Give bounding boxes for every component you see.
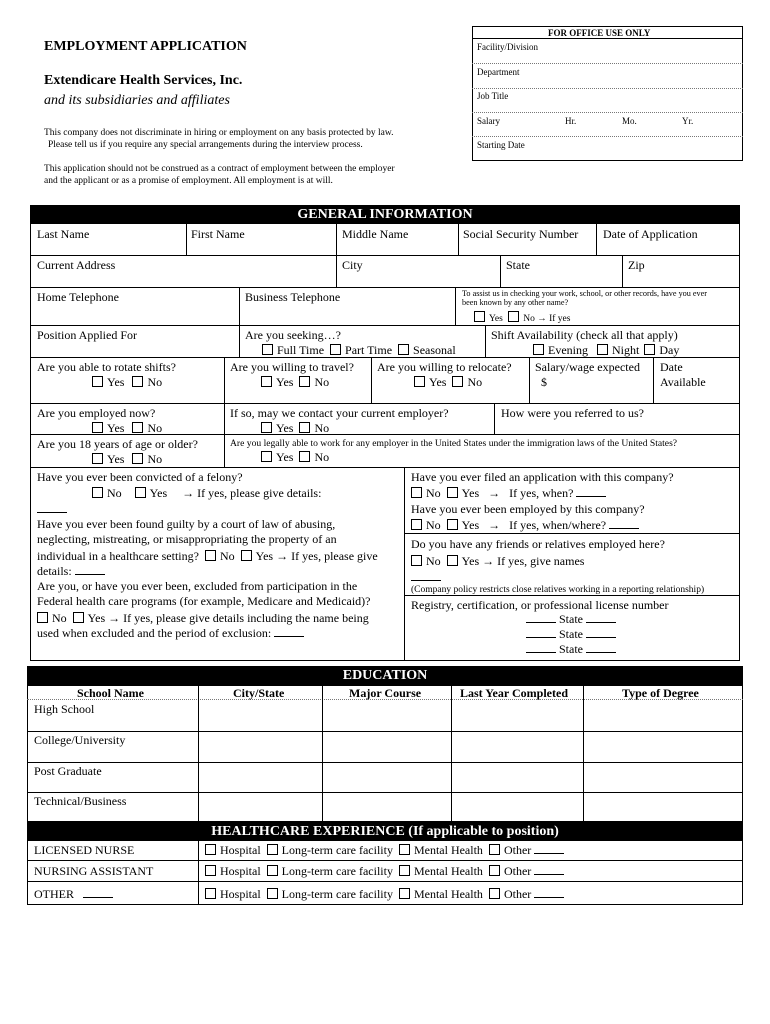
rotate-yes-label: Yes [107,375,125,389]
relocate-options [414,375,482,389]
day-label: Day [659,343,680,357]
employed-yes-checkbox[interactable] [92,422,103,433]
ln-hospital-checkbox[interactable] [205,844,216,855]
company-name: Extendicare Health Services, Inc. [44,73,243,88]
ot-hospital-label: Hospital [220,887,261,901]
salary-yr-label: Yr. [682,116,694,126]
ot-hospital-checkbox[interactable] [205,888,216,899]
facility-label: Facility/Division [477,42,539,52]
seeking-options [262,343,456,357]
filed-when-label: If yes, when? [509,486,574,500]
felony-yes-label: Yes [149,486,168,500]
na-ltc-label: Long-term care facility [281,864,393,878]
healthcare-options-licensed-nurse [205,843,564,857]
relocate-yes-checkbox[interactable] [414,376,425,387]
rotate-shifts-question: Are you able to rotate shifts? [37,360,176,374]
ln-other-checkbox[interactable] [489,844,500,855]
employed-no-checkbox[interactable] [132,422,143,433]
ln-ltc-label: Long-term care facility [281,843,393,857]
healthcare-row-licensed-nurse: LICENSED NURSE [34,843,135,857]
license-state-3-label: State [559,642,583,656]
employed-no-label: No [147,421,163,435]
relatives-options [411,554,584,568]
education-col-type-degree: Type of Degree [622,686,699,700]
employed-by-company-question: Have you ever been employed by this company? [411,502,645,516]
company-subtitle: and its subsidiaries and affiliates [44,93,230,108]
license-state-2-label: State [559,627,583,641]
education-row-post-graduate: Post Graduate [34,764,102,778]
relatives-policy-note: (Company policy restricts close relatives working in a reporting relationship) [411,585,705,595]
excluded-no-checkbox[interactable] [37,612,48,623]
date-of-application-label: Date of Application [603,227,698,241]
abuse-question-3a: individual in a healthcare setting? [37,549,199,563]
legal-work-question: Are you legally able to work for any employer in the United States under the immigration laws of the United States? [230,438,678,449]
filed-yes-label: Yes [461,486,480,500]
abuse-question-1: Have you ever been found guilty by a court of law of abusing, [37,517,336,531]
felony-yes-checkbox[interactable] [135,487,146,498]
filed-yes-checkbox[interactable] [447,487,458,498]
employed-by-yes-checkbox[interactable] [447,519,458,530]
general-info-heading: GENERAL INFORMATION [30,205,740,223]
contact-employer-question: If so, may we contact your current employer? [230,406,449,420]
relocate-no-checkbox[interactable] [452,376,463,387]
seeking-question: Are you seeking…? [245,328,341,342]
excluded-question-3 [37,611,369,625]
na-hospital-label: Hospital [220,864,261,878]
age-yes-label: Yes [107,452,125,466]
full-time-label: Full Time [277,343,325,357]
na-ltc-checkbox[interactable] [267,865,278,876]
na-mental-health-label: Mental Health [413,864,483,878]
part-time-label: Part Time [345,343,393,357]
excluded-question-2: Federal health care programs (for example, Medicare and Medicaid)? [37,594,371,608]
license-number-1-blank[interactable] [526,612,556,623]
felony-details-blank[interactable] [37,512,67,513]
employed-now-question: Are you employed now? [37,406,156,420]
last-name-label: Last Name [37,227,90,241]
salary-dollar-sign: $ [541,375,547,389]
relocate-no-label: No [467,375,483,389]
relatives-yes-label: Yes → If yes, give names [461,554,585,568]
business-telephone-label: Business Telephone [245,290,341,304]
employed-by-when-label: If yes, when/where? [509,518,607,532]
contact-no-label: No [314,421,330,435]
excluded-question-4: used when excluded and the period of exclusion: [37,626,272,640]
ssn-label: Social Security Number [463,227,579,241]
ln-other-label: Other [503,843,532,857]
contact-no-checkbox[interactable] [299,422,310,433]
education-col-last-year: Last Year Completed [460,686,568,700]
travel-no-label: No [314,375,330,389]
other-name-question: To assist us in checking your work, school, or other records, have you ever [462,289,707,298]
license-state-1-blank[interactable] [586,612,616,623]
felony-question: Have you ever been convicted of a felony? [37,470,243,484]
filed-application-question: Have you ever filed an application with this company? [411,470,674,484]
felony-no-checkbox[interactable] [92,487,103,498]
filed-application-options [411,486,606,500]
employed-now-options [92,421,162,435]
first-name-label: First Name [191,227,245,241]
relatives-no-checkbox[interactable] [411,555,422,566]
relocate-question: Are you willing to relocate? [377,360,512,374]
salary-expected-label: Salary/wage expected [535,360,640,374]
license-state-2-blank[interactable] [586,627,616,638]
na-other-label: Other [503,864,532,878]
job-title-label: Job Title [477,91,509,101]
ot-other-blank[interactable] [534,887,564,898]
travel-options [261,375,329,389]
travel-yes-checkbox[interactable] [261,376,272,387]
relatives-names-blank[interactable] [411,580,441,581]
part-time-checkbox[interactable] [330,344,341,355]
education-row-technical: Technical/Business [34,794,127,808]
employed-by-arrow: → [488,518,501,532]
education-col-city-state: City/State [233,686,285,700]
license-row-1 [526,612,616,626]
education-row-high-school: High School [34,702,95,716]
na-hospital-checkbox[interactable] [205,865,216,876]
other-name-question-2: been known by any other name? [462,298,569,307]
healthcare-heading: HEALTHCARE EXPERIENCE (If applicable to position) [27,822,743,840]
date-available-label-2: Available [660,375,706,389]
abuse-no-checkbox[interactable] [205,550,216,561]
shift-availability-label: Shift Availability (check all that apply) [491,328,678,342]
current-address-label: Current Address [37,258,116,272]
contract-line-2: and the applicant or as a promise of employment. All employment is at will. [44,176,333,186]
license-number-3-blank[interactable] [526,642,556,653]
na-mental-health-checkbox[interactable] [399,865,410,876]
relatives-question: Do you have any friends or relatives employed here? [411,537,665,551]
office-use-heading: FOR OFFICE USE ONLY [548,28,651,38]
na-other-blank[interactable] [534,864,564,875]
abuse-yes-label: Yes → If yes, please give [255,549,378,563]
other-name-no-label: No → If yes [523,314,571,324]
ln-mental-health-label: Mental Health [413,843,483,857]
excluded-yes-checkbox[interactable] [73,612,84,623]
filed-no-label: No [426,486,441,500]
ot-other-label: Other [503,887,532,901]
contact-yes-checkbox[interactable] [261,422,272,433]
nondiscrimination-line-1: This company does not discriminate in hiring or employment on any basis protected by law. [44,128,394,138]
na-other-checkbox[interactable] [489,865,500,876]
license-number-2-blank[interactable] [526,627,556,638]
excluded-yes-label: Yes → If yes, please give details including the name being [87,611,369,625]
relocate-yes-label: Yes [429,375,447,389]
healthcare-options-nursing-assistant [205,864,564,878]
legal-yes-label: Yes [276,450,294,464]
travel-yes-label: Yes [276,375,294,389]
employed-by-no-checkbox[interactable] [411,519,422,530]
evening-label: Evening [548,343,588,357]
referred-question: How were you referred to us? [501,406,644,420]
filed-no-checkbox[interactable] [411,487,422,498]
relatives-yes-checkbox[interactable] [447,555,458,566]
shift-options [533,343,679,357]
age-no-label: No [147,452,163,466]
age-no-checkbox[interactable] [132,453,143,464]
education-table [27,685,743,822]
healthcare-row-nursing-assistant: NURSING ASSISTANT [34,864,154,878]
healthcare-other-type-blank[interactable] [83,887,113,898]
abuse-details-label: details: [37,564,72,578]
abuse-details-blank[interactable] [75,564,105,575]
legal-yes-checkbox[interactable] [261,451,272,462]
age-options [92,452,162,466]
filed-when-blank[interactable] [576,486,606,497]
employed-yes-label: Yes [107,421,125,435]
travel-no-checkbox[interactable] [299,376,310,387]
ot-ltc-label: Long-term care facility [281,887,393,901]
abuse-details [37,564,105,578]
seasonal-label: Seasonal [413,343,456,357]
starting-date-label: Starting Date [477,140,525,150]
education-col-major-course: Major Course [349,686,422,700]
ln-ltc-checkbox[interactable] [267,844,278,855]
employed-by-when-blank[interactable] [609,518,639,529]
seasonal-checkbox[interactable] [398,344,409,355]
ot-other-checkbox[interactable] [489,888,500,899]
rotate-yes-checkbox[interactable] [92,376,103,387]
license-row-3 [526,642,616,656]
rotate-options [92,375,162,389]
healthcare-row-other [34,887,113,901]
healthcare-options-other [205,887,564,901]
ln-hospital-label: Hospital [220,843,261,857]
contact-employer-options [261,421,329,435]
age-yes-checkbox[interactable] [92,453,103,464]
other-name-yes-label: Yes [489,314,503,324]
ot-mental-health-checkbox[interactable] [399,888,410,899]
license-row-2 [526,627,616,641]
abuse-yes-checkbox[interactable] [241,550,252,561]
full-time-checkbox[interactable] [262,344,273,355]
other-name-yes-checkbox[interactable] [474,311,485,322]
abuse-question-2: neglecting, mistreating, or misappropriating the property of an [37,532,337,546]
salary-mo-label: Mo. [622,116,637,126]
education-col-school-name: School Name [77,686,144,700]
form-title: EMPLOYMENT APPLICATION [44,39,247,54]
zip-label: Zip [628,258,645,272]
employed-by-no-label: No [426,518,441,532]
excluded-no-label: No [52,611,67,625]
home-telephone-label: Home Telephone [37,290,119,304]
employed-by-company-options [411,518,639,532]
filed-arrow: → [488,486,501,500]
travel-question: Are you willing to travel? [230,360,354,374]
employed-by-yes-label: Yes [461,518,480,532]
date-available-label-1: Date [660,360,683,374]
other-name-no-checkbox[interactable] [508,311,519,322]
salary-label: Salary [477,116,500,126]
felony-details-label: → If yes, please give details: [182,486,322,500]
license-state-1-label: State [559,612,583,626]
department-label: Department [477,67,520,77]
night-checkbox[interactable] [597,344,608,355]
license-number-question: Registry, certification, or professional license number [411,598,669,612]
felony-options [92,486,321,500]
license-state-3-blank[interactable] [586,642,616,653]
felony-no-label: No [107,486,122,500]
contract-line-1: This application should not be construed as a contract of employment between the employer [44,164,395,174]
nondiscrimination-line-2: Please tell us if you require any special arrangements during the interview process. [48,140,363,150]
ln-mental-health-checkbox[interactable] [399,844,410,855]
ot-ltc-checkbox[interactable] [267,888,278,899]
position-applied-label: Position Applied For [37,328,138,342]
excluded-details-blank[interactable] [274,626,304,637]
ot-mental-health-label: Mental Health [413,887,483,901]
rotate-no-checkbox[interactable] [132,376,143,387]
evening-checkbox[interactable] [533,344,544,355]
city-label: City [342,258,363,272]
abuse-no-label: No [219,549,235,563]
legal-no-label: No [314,450,330,464]
education-heading: EDUCATION [27,666,743,685]
day-checkbox[interactable] [644,344,655,355]
state-label: State [506,258,530,272]
salary-hr-label: Hr. [565,116,577,126]
rotate-no-label: No [147,375,163,389]
legal-work-options [261,450,329,464]
contact-yes-label: Yes [276,421,294,435]
excluded-details [37,626,304,640]
legal-no-checkbox[interactable] [299,451,310,462]
age-question: Are you 18 years of age or older? [37,437,198,451]
other-name-options [474,311,570,325]
middle-name-label: Middle Name [342,227,409,241]
ln-other-blank[interactable] [534,843,564,854]
relatives-no-label: No [426,554,441,568]
healthcare-row-other-label: OTHER [34,887,74,901]
excluded-question-1: Are you, or have you ever been, excluded from participation in the [37,579,358,593]
night-label: Night [612,343,640,357]
abuse-question-3 [37,549,378,563]
education-row-college: College/University [34,733,126,747]
